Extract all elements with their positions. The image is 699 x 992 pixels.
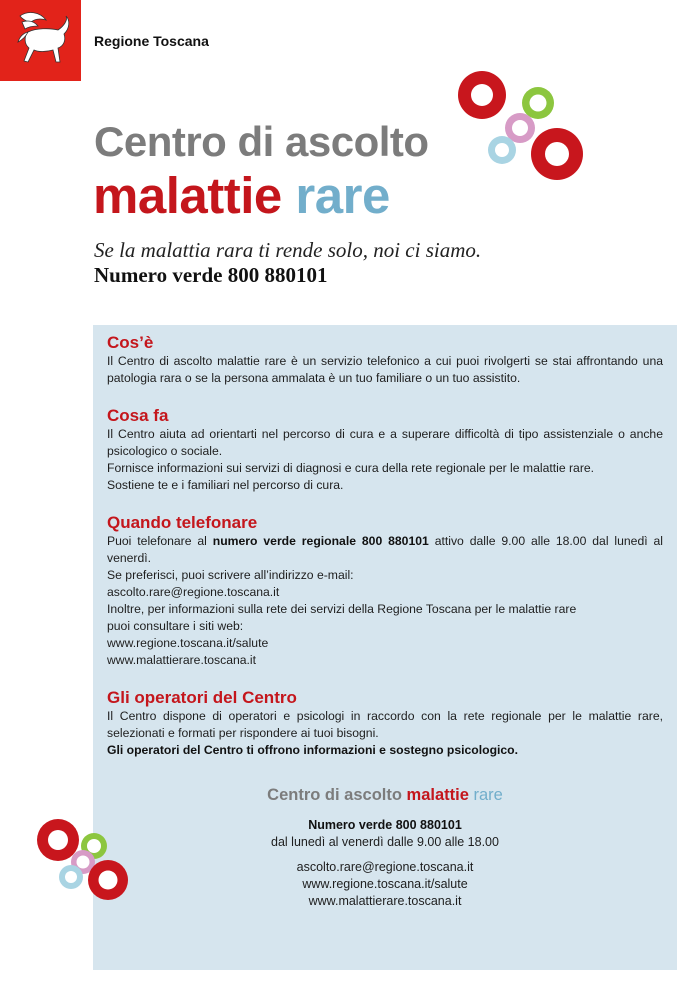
footer-website-link[interactable]: www.malattierare.toscana.it [308, 894, 462, 908]
rings-decoration-top [452, 60, 592, 190]
section-text: puoi consultare i siti web: [107, 619, 244, 633]
region-name: Regione Toscana [94, 33, 209, 49]
toll-free-bold: numero verde regionale 800 880101 [212, 534, 429, 548]
title-word-rare: rare [295, 167, 390, 224]
info-content [107, 333, 663, 778]
section-text: Fornisce informazioni sui servizi di diagnosi e cura della rete regionale per le malattie rare. [107, 461, 595, 475]
footer-number: Numero verde 800 880101 [308, 818, 462, 832]
region-logo [0, 0, 81, 81]
slogan: Se la malattia rara ti rende solo, noi ci siamo. [94, 238, 482, 262]
section-text: Sostiene te e i familiari nel percorso di cura. [107, 478, 344, 492]
page-title-line2 [93, 166, 390, 225]
section-text: Il Centro aiuta ad orientarti nel percorso di cura e a superare difficoltà di tipo assistenziale o anche psicologico o sociale. [107, 427, 663, 458]
footer-hours: dal lunedì al venerdì dalle 9.00 alle 18.00 [271, 835, 499, 849]
section-heading: Cos’è [107, 333, 154, 352]
footer-email-link[interactable]: ascolto.rare@regione.toscana.it [296, 860, 474, 874]
footer-contact [93, 786, 677, 910]
page-title-line1: Centro di ascolto [94, 118, 429, 165]
footer-title: Centro di ascolto malattie rare [267, 786, 503, 804]
section-text: Puoi telefonare al numero verde regionale 800 880101 attivo dalle 9.00 alle 18.00 dal lunedì al venerdì. [107, 534, 664, 565]
section-heading: Gli operatori del Centro [107, 688, 297, 707]
title-word-malattie: malattie [93, 167, 282, 224]
website-link[interactable]: www.regione.toscana.it/salute [107, 636, 269, 650]
section-quando-telefonare [107, 513, 663, 669]
section-text-bold: Gli operatori del Centro ti offrono informazioni e sostegno psicologico. [107, 743, 519, 757]
section-text: Inoltre, per informazioni sulla rete dei servizi della Regione Toscana per le malattie rare [107, 602, 577, 616]
section-text: Se preferisci, puoi scrivere all’indirizzo e-mail: [107, 568, 354, 582]
email-link[interactable]: ascolto.rare@regione.toscana.it [107, 585, 280, 599]
section-operatori [107, 688, 663, 759]
toll-free-number: Numero verde 800 880101 [94, 263, 328, 287]
section-text: Il Centro dispone di operatori e psicologi in raccordo con la rete regionale per le malattie rare, selezionati e formati per rispondere ai tuoi bisogni. [107, 709, 663, 740]
section-heading: Quando telefonare [107, 513, 258, 532]
section-cosa-fa [107, 406, 663, 494]
pegasus-icon [6, 6, 74, 74]
website-link[interactable]: www.malattierare.toscana.it [107, 653, 257, 667]
section-text: Il Centro di ascolto malattie rare è un servizio telefonico a cui puoi rivolgerti se stai affrontando una patologia rara o se la persona ammalata è un tuo familiare o un tuo assistito. [107, 354, 663, 385]
section-cose [107, 333, 663, 387]
section-heading: Cosa fa [107, 406, 169, 425]
footer-website-link[interactable]: www.regione.toscana.it/salute [302, 877, 468, 891]
rings-decoration-bottom [30, 812, 135, 902]
